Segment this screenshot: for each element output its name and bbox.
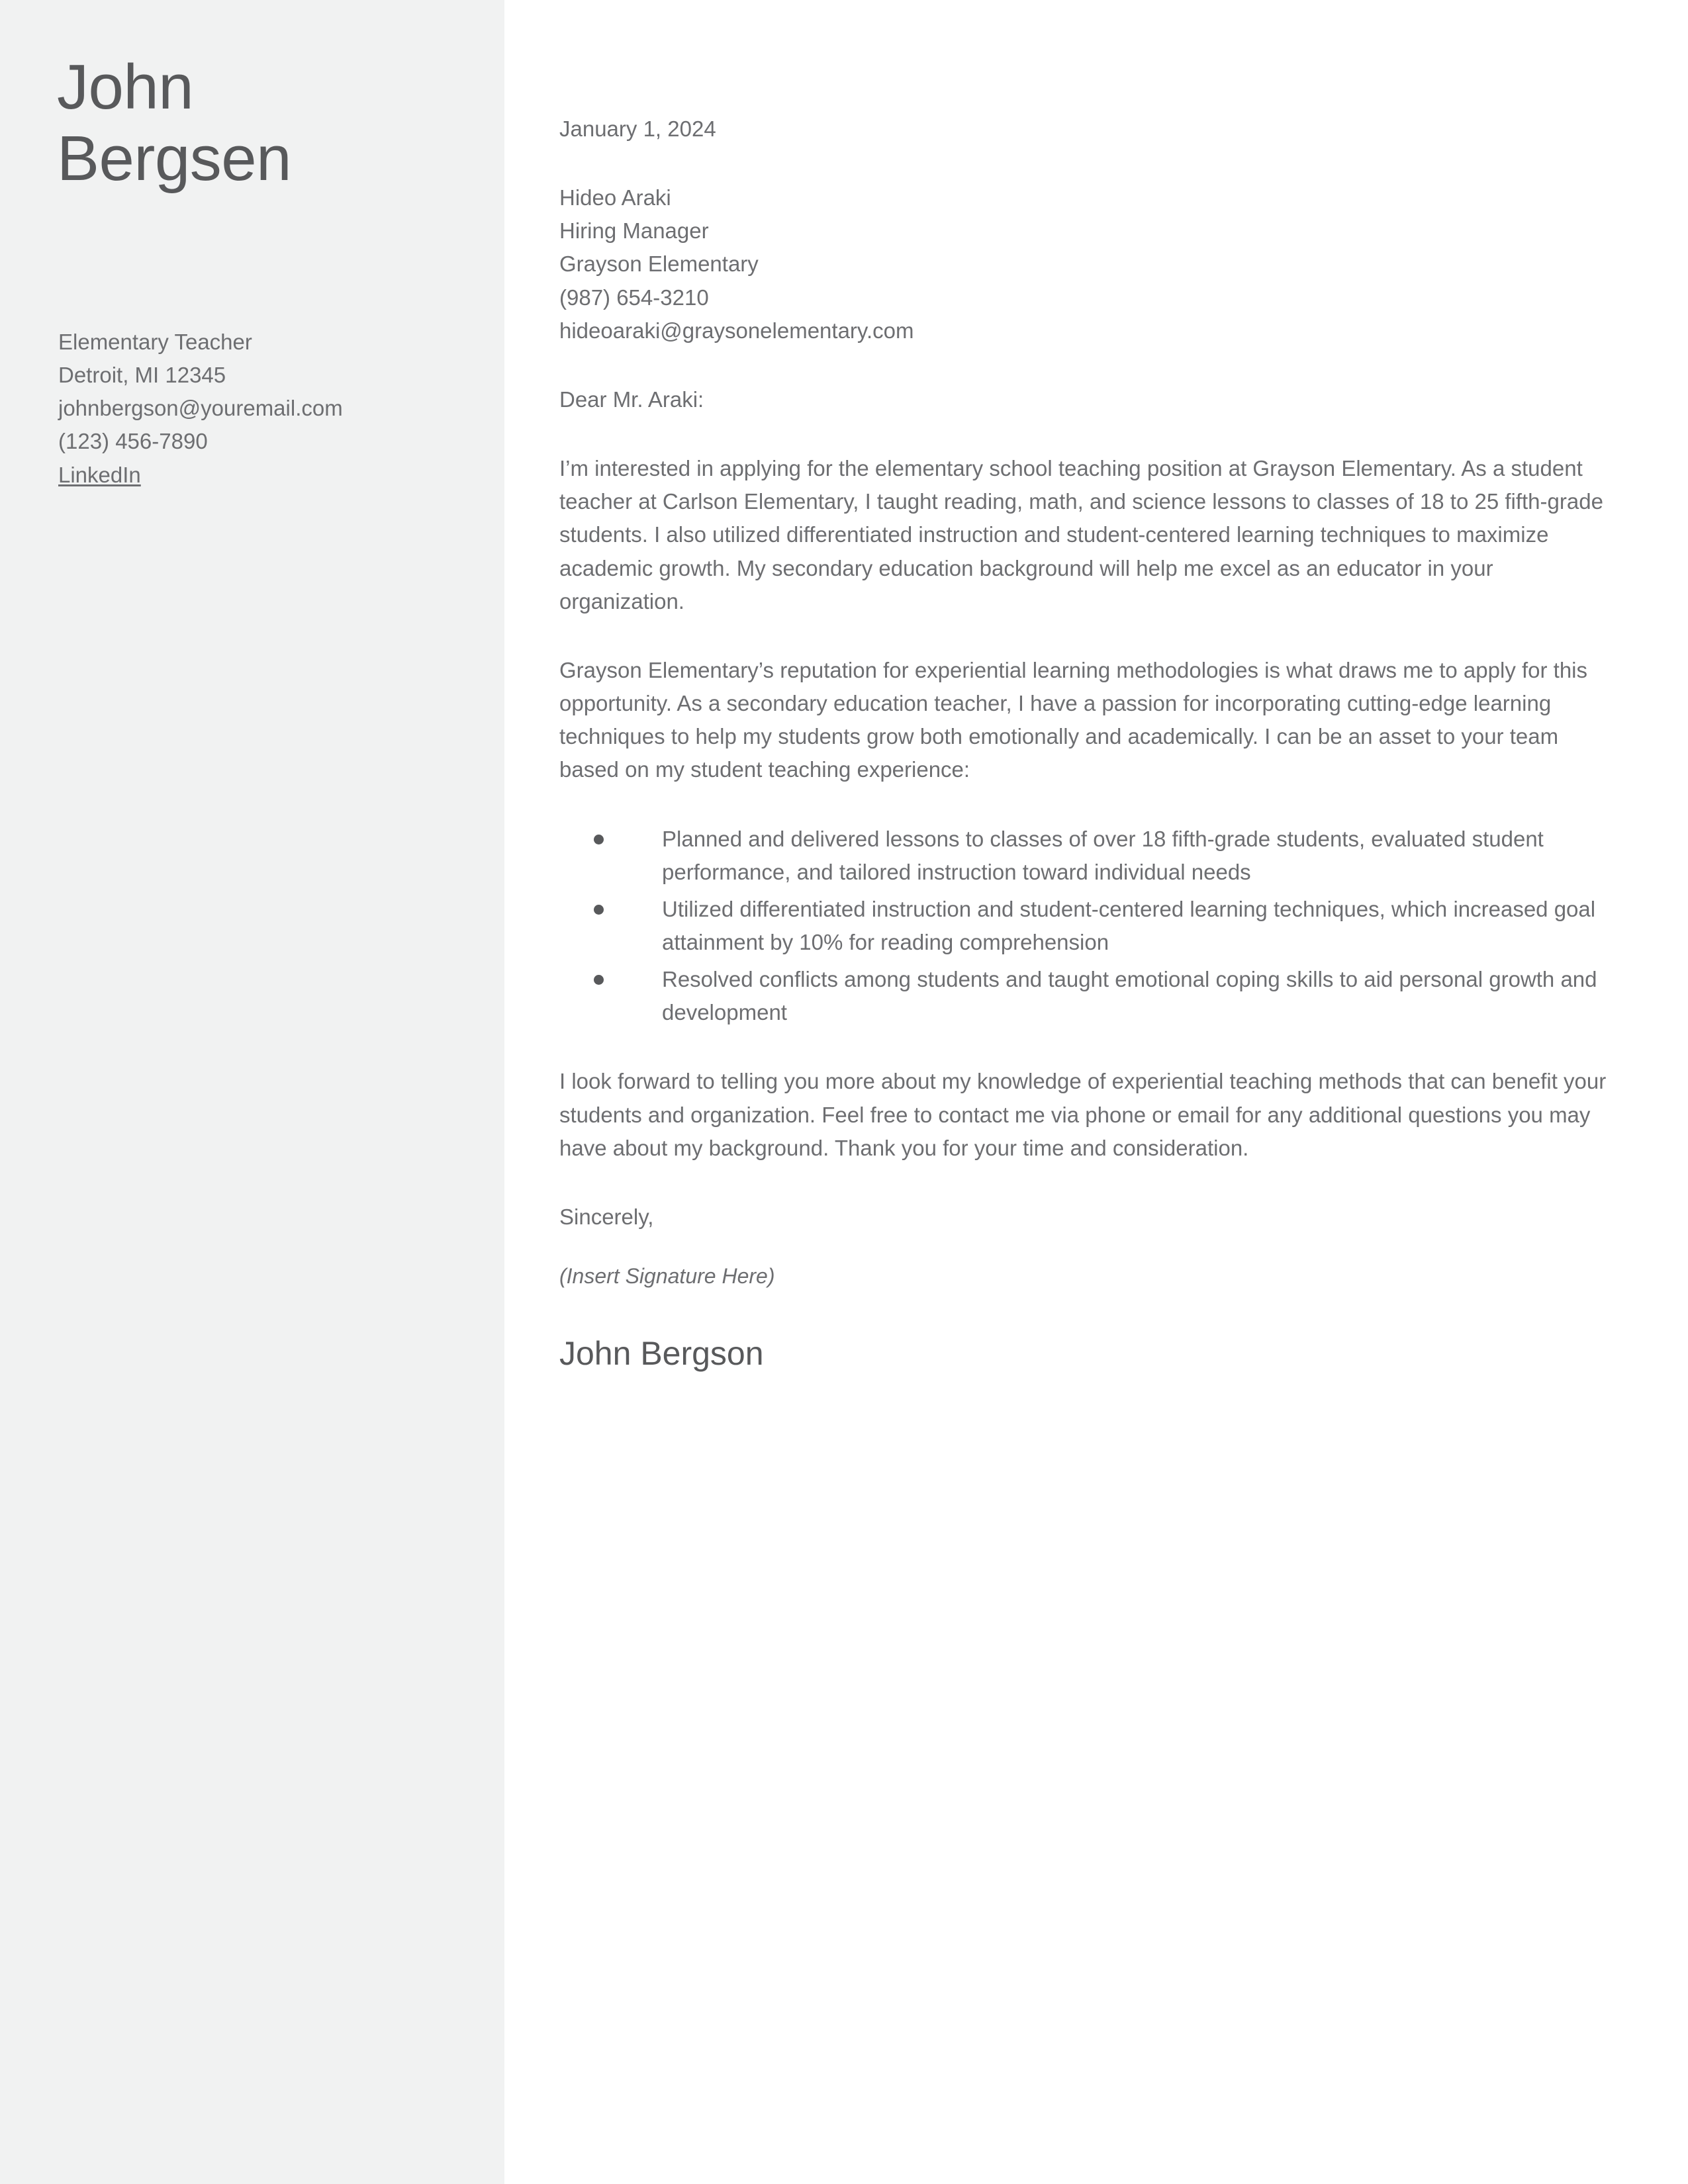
list-item [559,963,1612,1029]
signature-name: John Bergson [559,1334,764,1372]
applicant-location: Detroit, MI 12345 [58,363,226,388]
recipient-block [559,181,1612,347]
applicant-email: johnbergson@youremail.com [58,396,343,421]
recipient-phone: (987) 654-3210 [559,285,709,310]
applicant-phone: (123) 456-7890 [58,429,208,454]
list-item-text: Planned and delivered lessons to classes of over 18 fifth-grade students, evaluated student performance, and tailored instruction toward individual needs [662,826,1544,884]
achievements-list [559,823,1612,1030]
applicant-last-name: Bergsen [57,122,292,194]
list-item-text: Resolved conflicts among students and taught emotional coping skills to aid personal growth and development [662,967,1597,1025]
recipient-company: Grayson Elementary [559,251,759,277]
body-paragraph-3: I look forward to telling you more about my knowledge of experiential teaching methods that can benefit your students and organization. Feel free to contact me via phone or email for any additional questions you may have about my background. Thank you for your time and consideration. [559,1069,1607,1160]
closing-salutation: Sincerely, [559,1204,654,1229]
recipient-job-title: Hiring Manager [559,218,709,244]
list-item [559,893,1612,959]
body-paragraph-1: I’m interested in applying for the elementary school teaching position at Grayson Elementary. As a student teacher at Carlson Elementary, I taught reading, math, and science lessons to classes of 18 to 25 fifth-grade students. I also utilized differentiated instruction and student-centered learning techniques to maximize academic growth. My secondary education background will help me excel as an educator in your organization. [559,456,1603,614]
sidebar [0,0,504,2184]
applicant-contact-block [58,326,482,492]
letter-content [559,113,1612,1373]
signature-placeholder: (Insert Signature Here) [559,1264,775,1289]
list-item [559,823,1612,889]
linkedin-link[interactable]: LinkedIn [58,462,141,487]
applicant-job-title: Elementary Teacher [58,330,252,354]
letter-body-area [504,0,1688,2184]
applicant-name-block [57,52,481,194]
list-item-text: Utilized differentiated instruction and student-centered learning techniques, which increased goal attainment by 10% for reading comprehension [662,896,1596,954]
bullet-dot-icon [594,905,604,915]
recipient-email: hideoaraki@graysonelementary.com [559,318,914,343]
letter-date: January 1, 2024 [559,116,716,141]
bullet-dot-icon [594,975,604,985]
body-paragraph-2: Grayson Elementary’s reputation for experiential learning methodologies is what draws me to apply for this opportunity. As a secondary education teacher, I have a passion for incorporating cutting-edge learning techniques to help my students grow both emotionally and academically. I can be an asset to your team based on my student teaching experience: [559,657,1588,782]
salutation: Dear Mr. Araki: [559,387,704,412]
applicant-linkedin-row [58,459,482,492]
applicant-first-name: John [57,52,194,122]
bullet-dot-icon [594,835,604,844]
recipient-name: Hideo Araki [559,185,671,210]
